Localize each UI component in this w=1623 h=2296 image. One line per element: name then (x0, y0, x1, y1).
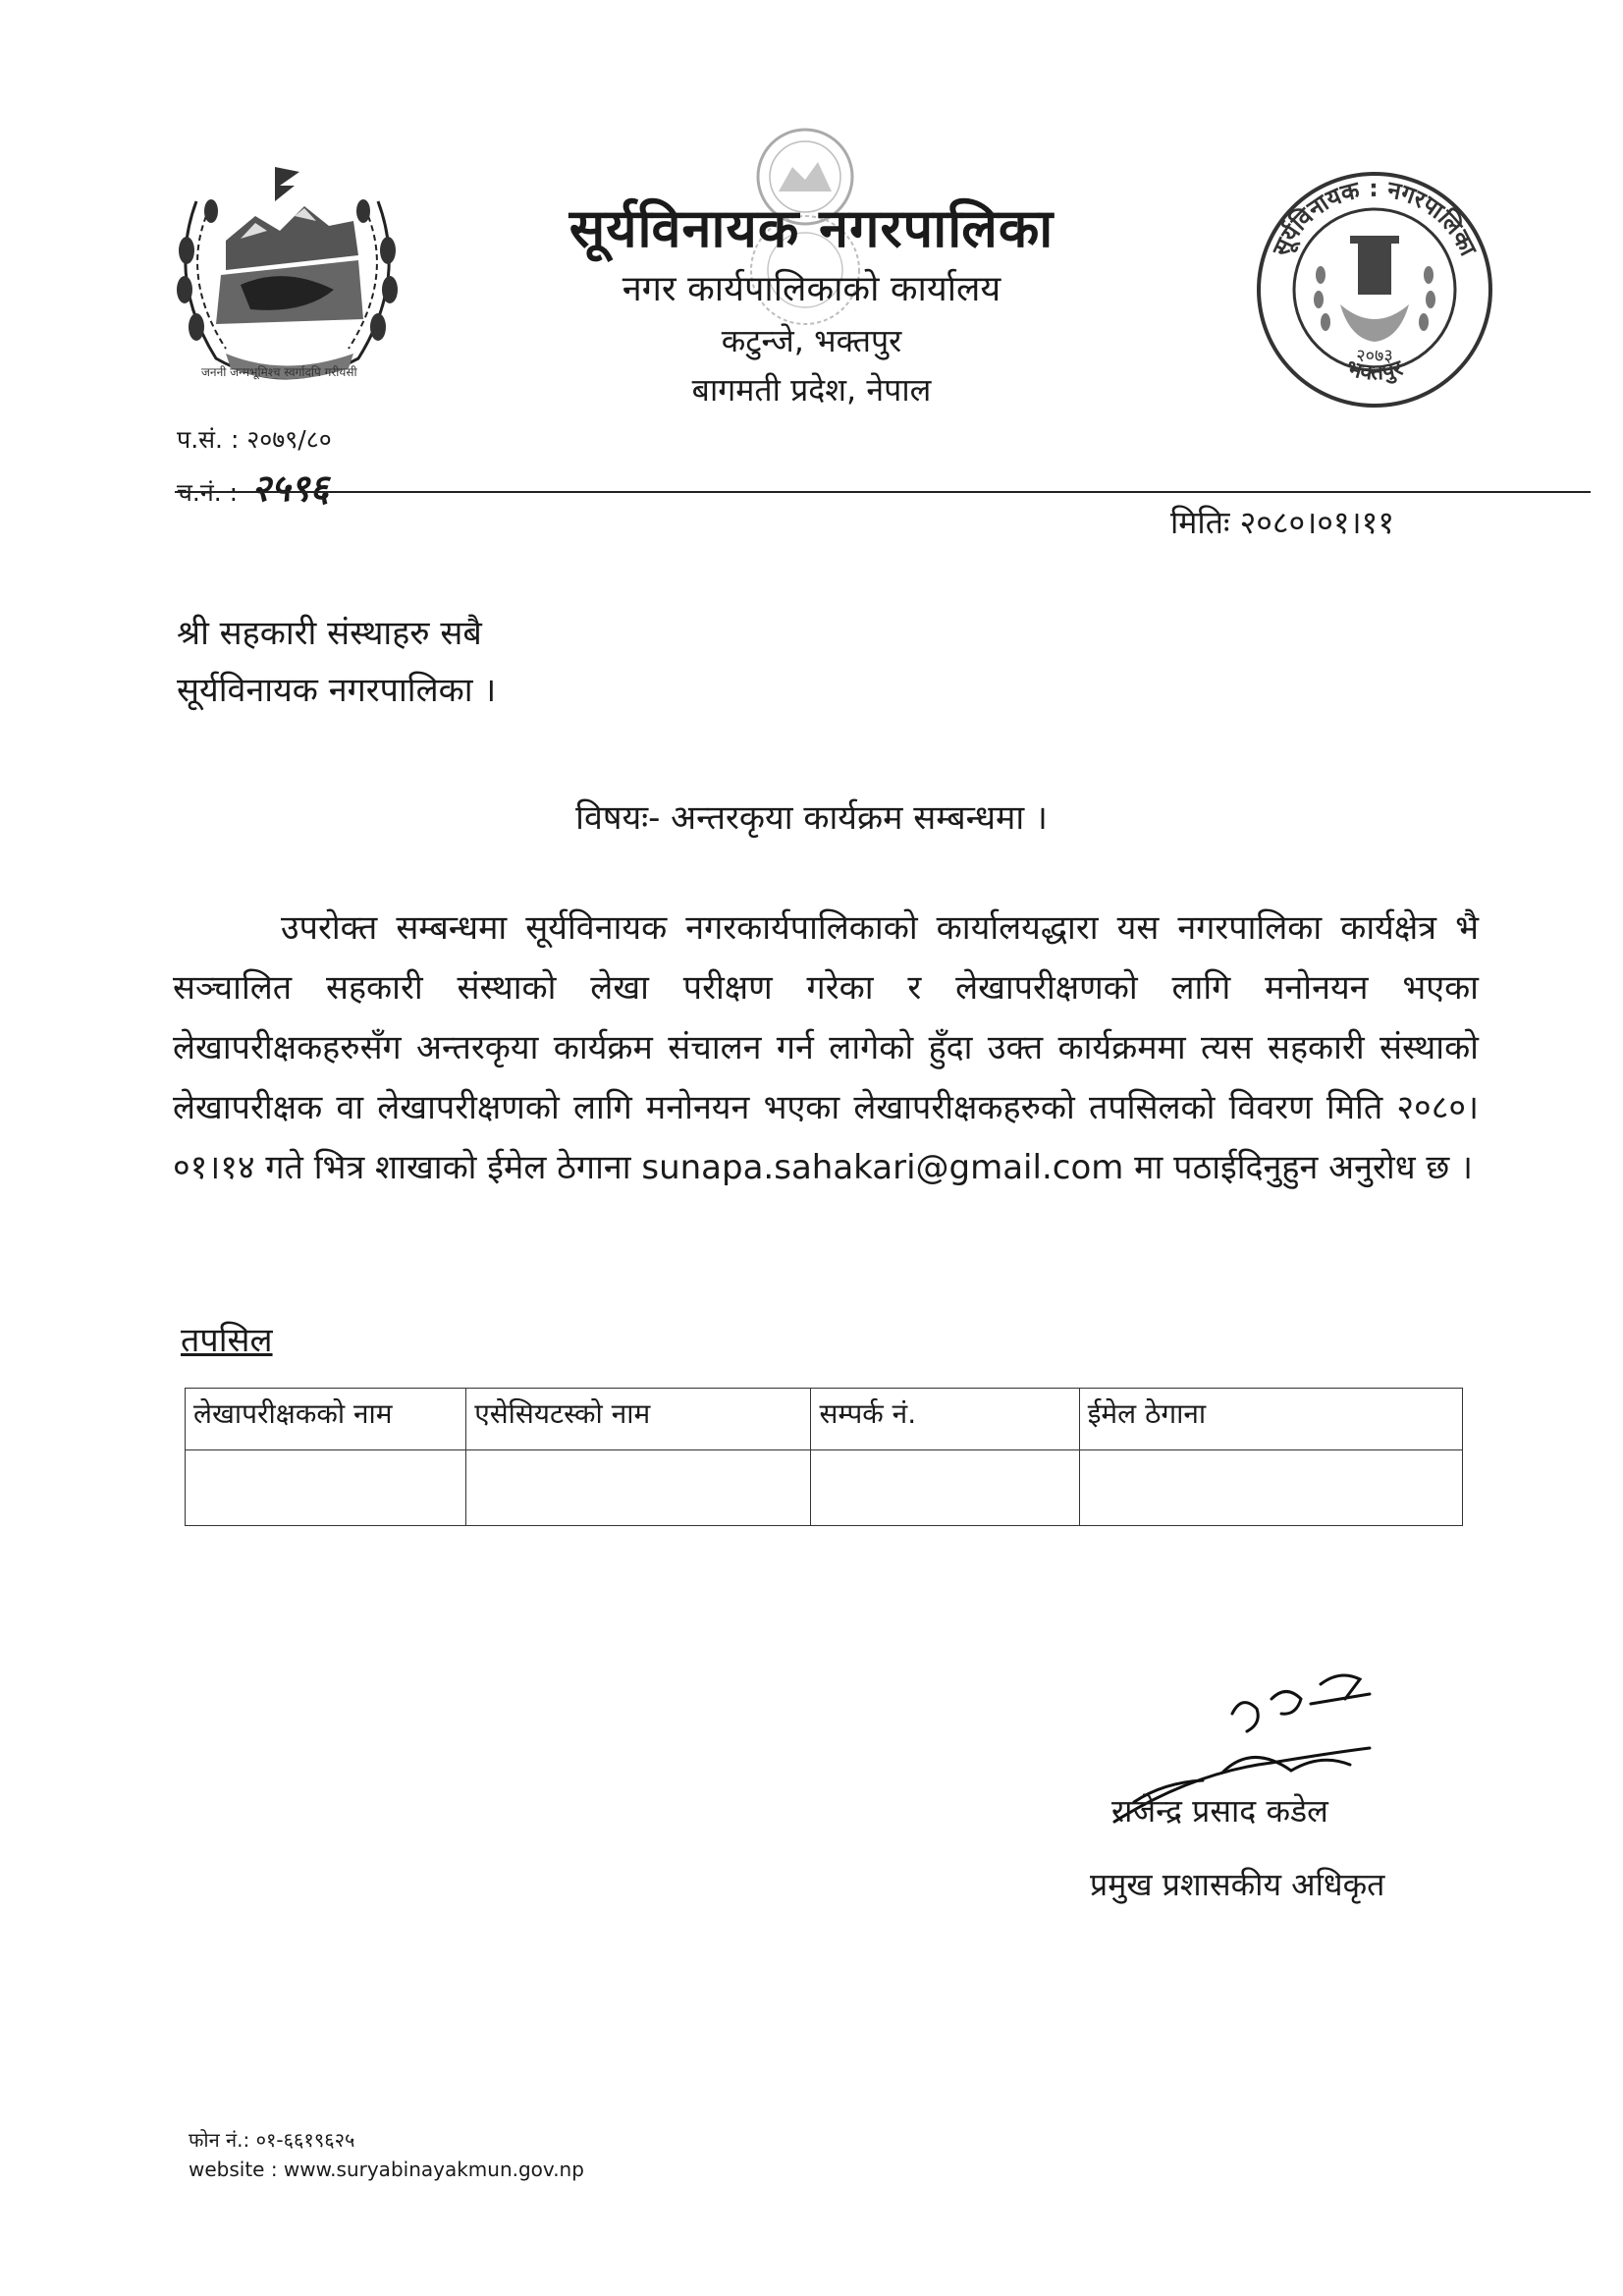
recipient-line-2: सूर्यविनायक नगरपालिका । (177, 671, 497, 710)
office-location: कटुन्जे, भक्तपुर (721, 322, 902, 359)
stamp-bottom-text: भक्तपुर (1343, 355, 1406, 386)
emblem-motto: जननी जन्मभूमिश्च स्वर्गादपि गरीयसी (201, 365, 357, 379)
letter-date: मितिः २०८०।०१।११ (1170, 504, 1394, 541)
stamp-top-text: सूर्यविनायक : नगरपालिका (1267, 174, 1483, 260)
office-province: बागमती प्रदेश, नेपाल (691, 371, 932, 409)
footer-website: website : www.suryabinayakmun.gov.np (189, 2158, 584, 2181)
letter-body (173, 899, 1479, 1198)
signatory-name: राजेन्द्र प्रसाद कडेल (1111, 1792, 1328, 1830)
column-auditor-name: लेखापरीक्षकको नाम (186, 1389, 466, 1450)
annex-heading: तपसिल (181, 1321, 273, 1360)
table-cell (1079, 1450, 1462, 1526)
stamp-year: २०७३ (1356, 346, 1393, 366)
letter-subject: विषयः- अन्तरकृया कार्यक्रम सम्बन्धमा । (575, 798, 1048, 838)
fiscal-reference: प.सं. : २०७९/८० (177, 425, 332, 454)
dispatch-number: २५९६ (250, 465, 330, 510)
table-row (186, 1450, 1463, 1526)
recipient-line-1: श्री सहकारी संस्थाहरु सबै (177, 614, 482, 653)
municipality-title: सूर्यविनायक नगरपालिका (568, 197, 1055, 259)
table-cell (811, 1450, 1079, 1526)
table-cell (466, 1450, 811, 1526)
header-divider (175, 491, 1591, 493)
dispatch-reference (177, 462, 329, 513)
column-contact-number: सम्पर्क नं. (811, 1389, 1079, 1450)
footer-phone: फोन नं.: ०१-६६१९६२५ (189, 2128, 355, 2152)
column-associate-name: एसेसियटस्को नाम (466, 1389, 811, 1450)
body-paragraph: उपरोक्त सम्बन्धमा सूर्यविनायक नगरकार्यपालिकाको कार्यालयद्धारा यस नगरपालिका कार्यक्षेत्र भै सञ्चालित सहकारी संस्थाको लेखा परीक्षण गरेका र लेखापरीक्षणको लागि मनोनयन भएका लेखापरीक्षकहरुसँग अन्तरकृया कार्यक्रम संचालन गर्न लागेको हुँदा उक्त कार्यक्रममा त्यस सहकारी संस्थाको लेखापरीक्षक वा लेखापरीक्षणको लागि मनोनयन भएका लेखापरीक्षकहरुको तपसिलको विवरण मिति २०८०।०१।१४ गते भित्र शाखाको ईमेल ठेगाना sunapa.sahakari@gmail.com मा पठाईदिनुहुन अनुरोध छ । (173, 908, 1479, 1187)
dispatch-label: च.नं. : (177, 478, 239, 507)
column-email-address: ईमेल ठेगाना (1079, 1389, 1462, 1450)
table-header-row (186, 1389, 1463, 1450)
annex-table (185, 1388, 1463, 1526)
signatory-designation: प्रमुख प्रशासकीय अधिकृत (1090, 1866, 1385, 1903)
office-name: नगर कार्यपालिकाको कार्यालय (622, 269, 1001, 309)
table-cell (186, 1450, 466, 1526)
